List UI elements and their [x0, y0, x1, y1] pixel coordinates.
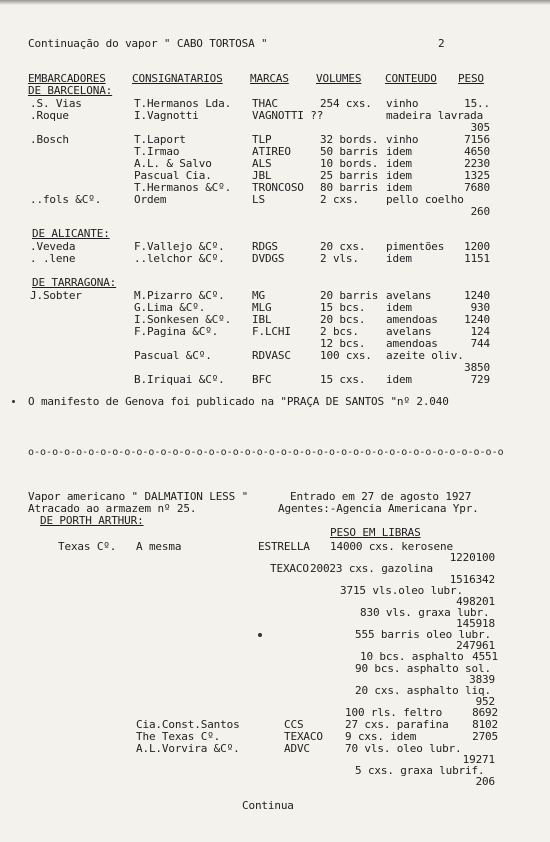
cell-marca: CCS [284, 718, 304, 731]
cell-marca: ESTRELLA [258, 540, 310, 553]
cell-peso: 744 [470, 337, 490, 350]
cell-conteudo: amendoas [386, 337, 438, 350]
cell-peso: 4551 [472, 650, 498, 663]
cell-volumes: 50 barris [320, 145, 379, 158]
cell-embarcador: .Bosch [30, 133, 69, 146]
col-volumes: VOLUMES [316, 72, 362, 85]
cell-descricao: 14000 cxs. kerosene [330, 540, 453, 553]
cell-volumes: 80 barris [320, 181, 379, 194]
cell-consignatario: I.Sonkesen &Cº. [134, 313, 232, 326]
cell-peso: 498201 [456, 595, 495, 608]
cell-marca: TEXACO [284, 730, 323, 743]
cell-volumes: 25 barris [320, 169, 379, 182]
cell-peso: 1220100 [449, 551, 495, 564]
cell-embarcador: .S. Vias [30, 97, 82, 110]
cell-conteudo: idem [386, 181, 412, 194]
cell-embarcador: .Roque [30, 109, 69, 122]
cell-volumes: 20 bcs. [320, 313, 366, 326]
cell-conteudo: idem [386, 169, 412, 182]
cell-peso: 2705 [472, 730, 498, 743]
cell-conteudo: idem [386, 145, 412, 158]
cell-volumes: 2 vls. [320, 252, 359, 265]
cell-conteudo: pimentões [386, 240, 445, 253]
scan-top-edge [0, 0, 550, 5]
cell-marca: IBL [252, 313, 272, 326]
col-consignatarios: CONSIGNATARIOS [132, 72, 223, 85]
cell-conteudo: idem [386, 157, 412, 170]
genova-note: O manifesto de Genova foi publicado na "PRAÇA DE SANTOS "nº 2.040 [28, 395, 449, 408]
col-conteudo: CONTEUDO [385, 72, 437, 85]
cell-consignatario: ..lelchor &Cº. [134, 252, 225, 265]
cell-marca: TRONCOSO [252, 181, 304, 194]
ship-line2-left: Atracado ao armazem nº 25. [28, 502, 197, 515]
page-header-title: Continuação do vapor " CABO TORTOSA " [28, 37, 268, 50]
cell-marca: ADVC [284, 742, 310, 755]
cell-descricao: 5 cxs. graxa lubrif. [355, 764, 485, 777]
cell-peso: 952 [475, 695, 495, 708]
cell-peso: 930 [470, 301, 490, 314]
cell-peso: 124 [470, 325, 490, 338]
cell-consignatario: A.L.Vorvira &Cº. [136, 742, 240, 755]
cell-peso: 247961 [456, 639, 495, 652]
cell-conteudo: vinho [386, 97, 419, 110]
cell-descricao: 90 bcs. asphalto sol. [355, 662, 491, 675]
cell-volumes: 10 bords. [320, 157, 379, 170]
cell-marca: BFC [252, 373, 272, 386]
cell-conteudo: idem [386, 301, 412, 314]
cell-volumes: 20 cxs. [320, 240, 366, 253]
cell-peso: 8102 [472, 718, 498, 731]
cell-conteudo: madeira lavrada [386, 109, 484, 122]
cell-marca: RDGS [252, 240, 278, 253]
cell-volumes: 2 bcs. [320, 325, 359, 338]
cell-peso: 1325 [464, 169, 490, 182]
cell-consignatario: F.Vallejo &Cº. [134, 240, 225, 253]
origin-alicante: DE ALICANTE: [32, 227, 110, 240]
cell-consignatario: B.Iriquai &Cº. [134, 373, 225, 386]
cell-consignatario: T.Laport [134, 133, 186, 146]
cell-conteudo: pello coelho [386, 193, 464, 206]
page-number: 2 [438, 37, 445, 50]
cell-conteudo: idem [386, 252, 412, 265]
cell-peso: 2230 [464, 157, 490, 170]
cell-consignatario: M.Pizarro &Cº. [134, 289, 225, 302]
cell-volumes: 254 cxs. [320, 97, 372, 110]
cell-conteudo: amendoas [386, 313, 438, 326]
cell-descricao: 830 vls. graxa lubr. [360, 606, 490, 619]
ship-line1-left: Vapor americano " DALMATION LESS " [28, 490, 249, 503]
col-peso: PESO [458, 72, 484, 85]
cell-marca: TLP [252, 133, 272, 146]
cell-descricao: 20023 cxs. gazolina [310, 562, 433, 575]
cell-descricao: 20 cxs. asphalto liq. [355, 684, 491, 697]
col-marcas: MARCAS [250, 72, 289, 85]
origin-barcelona: DE BARCELONA: [28, 84, 113, 97]
cell-consignatario: T.Irmao [134, 145, 180, 158]
cell-peso: 7156 [464, 133, 490, 146]
cell-consignatario: Pascual &Cº. [134, 349, 212, 362]
cell-descricao: 555 barris oleo lubr. [355, 628, 491, 641]
cell-peso: 145918 [456, 617, 495, 630]
cell-descricao: 3715 vls.oleo lubr. [340, 584, 463, 597]
cell-consignatario: A.L. & Salvo [134, 157, 212, 170]
cell-consignatario: The Texas Cº. [136, 730, 221, 743]
cell-conteudo: idem [386, 373, 412, 386]
cell-consignatario: G.Lima &Cº. [134, 301, 206, 314]
cell-marca: LS [252, 193, 265, 206]
cell-peso: 1200 [464, 240, 490, 253]
ship-line2-right: Agentes:-Agencia Americana Ypr. [278, 502, 479, 515]
origin-porth-arthur: DE PORTH ARTHUR: [40, 514, 144, 527]
cell-peso: 4650 [464, 145, 490, 158]
cell-peso: 260 [470, 205, 490, 218]
cell-volumes: 100 cxs. [320, 349, 372, 362]
cell-volumes: 15 bcs. [320, 301, 366, 314]
cell-descricao: 100 rls. feltro [345, 706, 443, 719]
cell-embarcador: J.Sobter [30, 289, 82, 302]
cell-peso: 305 [470, 121, 490, 134]
ship-line1-right: Entrado em 27 de agosto 1927 [290, 490, 472, 503]
cell-consignatario: F.Pagina &Cº. [134, 325, 219, 338]
cell-embarcador: Texas Cº. [58, 540, 117, 553]
cell-conteudo: avelans [386, 289, 432, 302]
cell-marca: THAC [252, 97, 278, 110]
cell-peso: 729 [470, 373, 490, 386]
origin-tarragona: DE TARRAGONA: [32, 276, 117, 289]
footer-continua: Continua [242, 799, 294, 812]
cell-marca: F.LCHI [252, 325, 291, 338]
cell-marca: ATIREO [252, 145, 291, 158]
cell-consignatario: I.Vagnotti [134, 109, 199, 122]
cell-descricao: 9 cxs. idem [345, 730, 417, 743]
ink-speck [258, 633, 262, 637]
separator-line: o-o-o-o-o-o-o-o-o-o-o-o-o-o-o-o-o-o-o-o-o-o-o-o-o-o-o-o-o-o-o-o-o-o-o-o-o-o-o-o [28, 447, 504, 458]
cell-marca: MLG [252, 301, 272, 314]
cell-peso: 15.. [464, 97, 490, 110]
cell-marca: DVDGS [252, 252, 285, 265]
cell-descricao: 70 vls. oleo lubr. [345, 742, 462, 755]
cell-consignatario: T.Hermanos &Cº. [134, 181, 232, 194]
cell-marca: ALS [252, 157, 272, 170]
cell-volumes: 20 barris [320, 289, 379, 302]
cell-peso: 7680 [464, 181, 490, 194]
cell-marca: RDVASC [252, 349, 291, 362]
cell-peso: 19271 [462, 753, 495, 766]
cell-peso: 3850 [464, 361, 490, 374]
cell-marca: JBL [252, 169, 272, 182]
cell-peso: 8692 [472, 706, 498, 719]
cell-consignatario: Cia.Const.Santos [136, 718, 240, 731]
cell-conteudo: avelans [386, 325, 432, 338]
cell-peso: 206 [475, 775, 495, 788]
cell-consignatario: Pascual Cia. [134, 169, 212, 182]
cell-marca: VAGNOTTI ?? [252, 109, 324, 122]
cell-embarcador: ..fols &Cº. [30, 193, 102, 206]
cell-peso: 1240 [464, 289, 490, 302]
cell-marca: TEXACO [270, 562, 309, 575]
cell-descricao: 10 bcs. asphalto [360, 650, 464, 663]
cell-conteudo: vinho [386, 133, 419, 146]
cell-conteudo: azeite oliv. [386, 349, 464, 362]
cell-consignatario: T.Hermanos Lda. [134, 97, 232, 110]
cell-volumes: 15 cxs. [320, 373, 366, 386]
cell-peso: 1516342 [449, 573, 495, 586]
cell-embarcador: .Veveda [30, 240, 76, 253]
cell-marca: MG [252, 289, 265, 302]
cell-volumes: 2 cxs. [320, 193, 359, 206]
cell-peso: 1151 [464, 252, 490, 265]
cell-embarcador: . .lene [30, 252, 76, 265]
cell-descricao: 27 cxs. parafina [345, 718, 449, 731]
cell-consignatario: A mesma [136, 540, 182, 553]
cell-volumes: 32 bords. [320, 133, 379, 146]
col-embarcadores: EMBARCADORES [28, 72, 106, 85]
weight-header: PESO EM LIBRAS [330, 526, 421, 539]
cell-consignatario: Ordem [134, 193, 167, 206]
cell-peso: 3839 [469, 673, 495, 686]
cell-peso: 1240 [464, 313, 490, 326]
ink-speck [12, 400, 15, 403]
cell-volumes: 12 bcs. [320, 337, 366, 350]
